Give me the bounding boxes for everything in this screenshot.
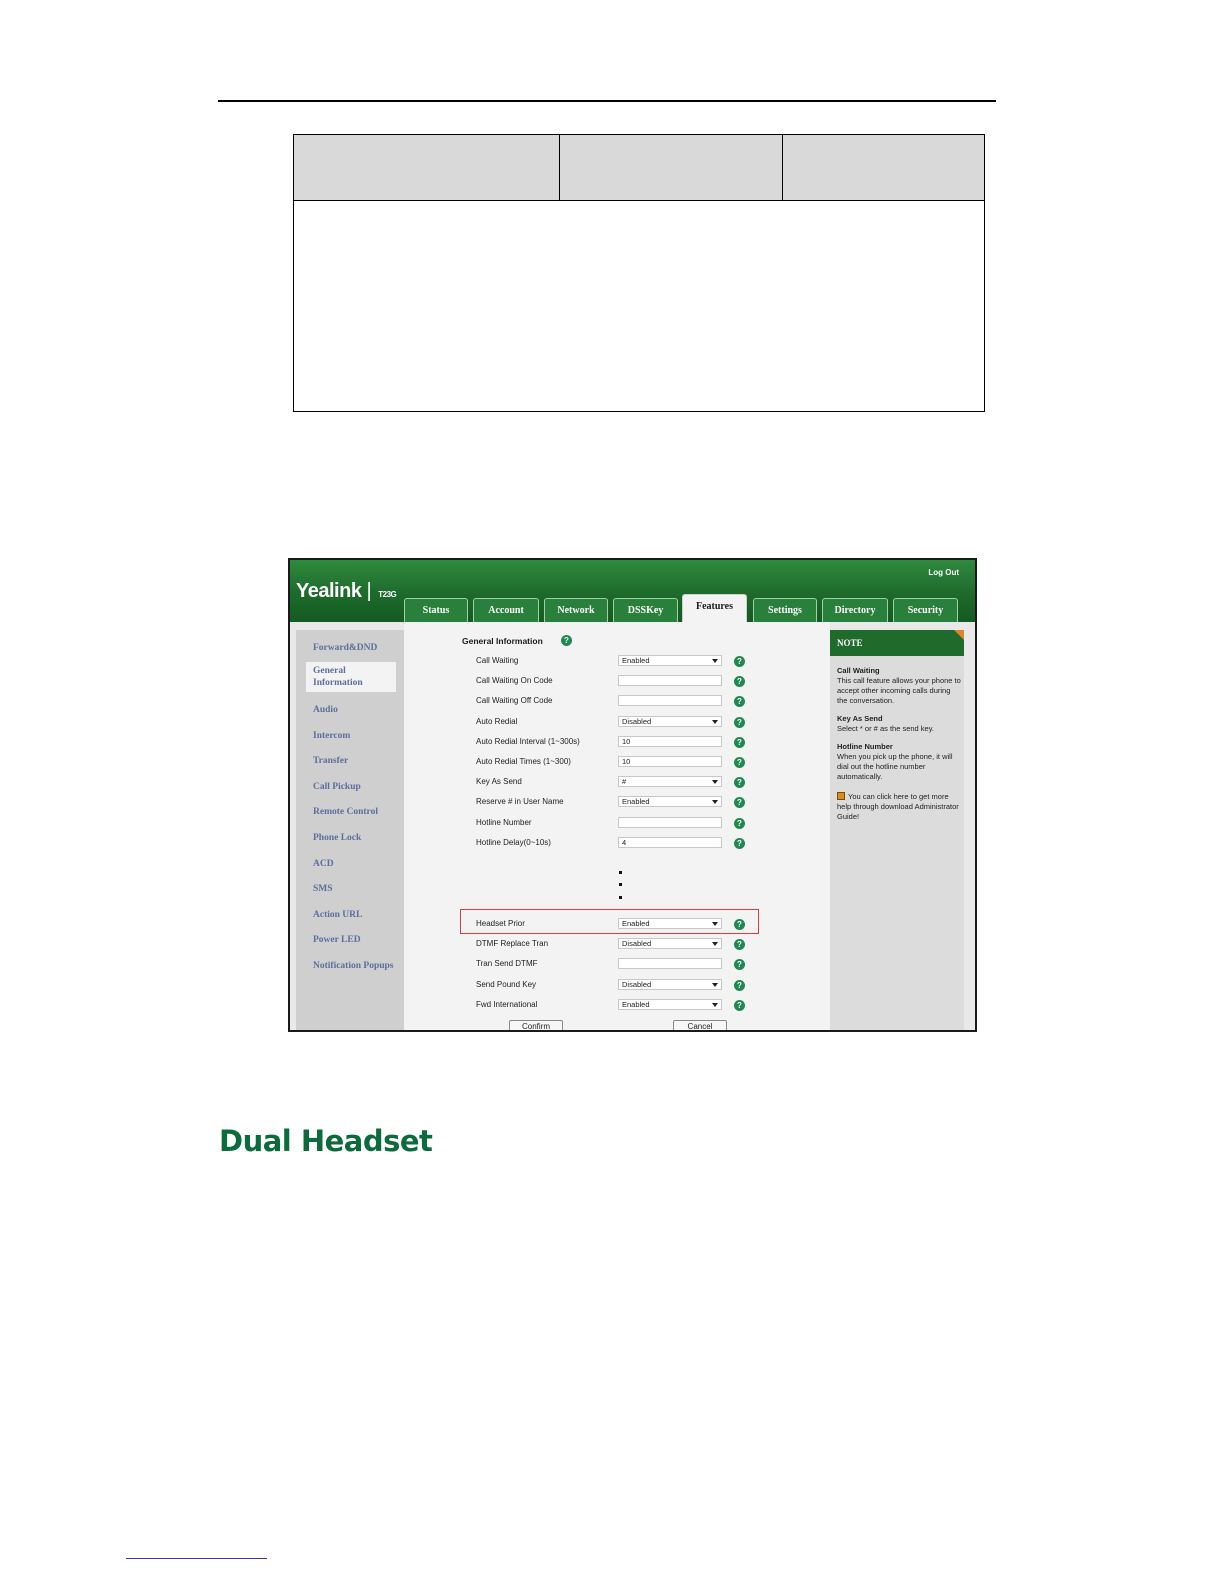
call-waiting-off-code-input[interactable]	[618, 695, 722, 706]
help-icon[interactable]: ?	[734, 818, 745, 829]
header-rule	[218, 100, 996, 102]
help-icon[interactable]: ?	[734, 696, 745, 707]
content-panel	[404, 622, 830, 1032]
tab-network[interactable]: Network	[544, 598, 608, 622]
help-icon[interactable]: ?	[734, 980, 745, 991]
nav-item-intercom[interactable]: Intercom	[313, 731, 351, 741]
note-body	[837, 666, 961, 822]
nav-item-sms[interactable]: SMS	[313, 884, 333, 894]
headset-prior-select[interactable]: Enabled	[618, 918, 722, 929]
help-icon[interactable]: ?	[734, 676, 745, 687]
call-waiting-select[interactable]: Enabled	[618, 655, 722, 666]
model-label: T23G	[378, 590, 397, 599]
nav-item-power-led[interactable]: Power LED	[313, 935, 361, 945]
ellipsis-dot	[619, 883, 622, 886]
chevron-down-icon	[712, 720, 718, 724]
tab-features[interactable]: Features	[682, 594, 747, 622]
column-divider	[559, 135, 560, 200]
tran-send-dtmf-input[interactable]	[618, 958, 722, 969]
chevron-down-icon	[712, 942, 718, 946]
dtmf-replace-tran-label: DTMF Replace Tran	[476, 939, 549, 949]
note-title-key-as-send: Key As Send	[837, 714, 883, 723]
footer-link[interactable]	[126, 1558, 267, 1559]
help-icon[interactable]: ?	[734, 717, 745, 728]
reserve-in-user-name-select[interactable]: Enabled	[618, 796, 722, 807]
fwd-international-label: Fwd International	[476, 999, 538, 1009]
section-title: General Information	[462, 636, 543, 646]
help-icon[interactable]: ?	[734, 959, 745, 970]
call-waiting-label: Call Waiting	[476, 656, 519, 665]
ellipsis-dot	[619, 896, 622, 899]
note-text-hotline-number: When you pick up the phone, it will dial out the hotline number automatically.	[837, 752, 953, 781]
note-corner-icon	[954, 630, 964, 640]
help-icon[interactable]: ?	[734, 656, 745, 667]
confirm-button[interactable]: Confirm	[509, 1020, 563, 1032]
fwd-international-select[interactable]: Enabled	[618, 999, 722, 1010]
hotline-number-input[interactable]	[618, 817, 722, 828]
call-waiting-off-code-label: Call Waiting Off Code	[476, 696, 553, 706]
section-heading: Dual Headset	[219, 1124, 433, 1158]
auto-redial-interval-1-300s-label: Auto Redial Interval (1~300s)	[476, 736, 580, 746]
nav-item-acd[interactable]: ACD	[313, 859, 334, 869]
hotline-delay-0-10s-label: Hotline Delay(0~10s)	[476, 837, 551, 847]
help-icon[interactable]: ?	[734, 757, 745, 768]
help-icon[interactable]: ?	[734, 777, 745, 788]
tab-security[interactable]: Security	[893, 598, 958, 622]
note-text-call-waiting: This call feature allows your phone to accept other incoming calls during the conversation.	[837, 676, 961, 705]
chevron-down-icon	[712, 659, 718, 663]
book-icon	[837, 792, 845, 800]
logout-link[interactable]: Log Out	[928, 568, 959, 577]
key-as-send-select[interactable]: #	[618, 776, 722, 787]
nav-item-notification-popups[interactable]: Notification Popups	[313, 961, 394, 971]
nav-item-call-pickup[interactable]: Call Pickup	[313, 782, 361, 792]
tab-settings[interactable]: Settings	[753, 598, 817, 622]
note-title-hotline-number: Hotline Number	[837, 742, 893, 751]
left-nav	[296, 630, 404, 1032]
help-icon[interactable]: ?	[734, 737, 745, 748]
auto-redial-interval-1-300s-input[interactable]: 10	[618, 736, 722, 747]
nav-item-forward-dnd[interactable]: Forward&DND	[313, 643, 378, 653]
note-title-call-waiting: Call Waiting	[837, 666, 880, 675]
chevron-down-icon	[712, 780, 718, 784]
note-text-key-as-send: Select * or # as the send key.	[837, 724, 934, 733]
call-waiting-on-code-label: Call Waiting On Code	[476, 676, 553, 686]
cancel-button[interactable]: Cancel	[673, 1020, 727, 1032]
nav-item-transfer[interactable]: Transfer	[313, 756, 349, 766]
nav-item-remote-control[interactable]: Remote Control	[313, 807, 378, 817]
nav-item-phone-lock[interactable]: Phone Lock	[313, 833, 362, 843]
chevron-down-icon	[712, 800, 718, 804]
note-help-link[interactable]: You can click here to get more help through download Administrator Guide!	[837, 792, 959, 821]
logo: Yealink | T23G	[296, 580, 397, 602]
help-icon[interactable]: ?	[734, 838, 745, 849]
note-panel	[830, 630, 964, 1032]
help-icon[interactable]: ?	[734, 939, 745, 950]
tab-dsskey[interactable]: DSSKey	[613, 598, 678, 622]
auto-redial-times-1-300-input[interactable]: 10	[618, 756, 722, 767]
dtmf-replace-tran-select[interactable]: Disabled	[618, 938, 722, 949]
hotline-number-label: Hotline Number	[476, 817, 532, 827]
column-divider	[782, 135, 783, 200]
table-header-row	[294, 135, 984, 201]
auto-redial-label: Auto Redial	[476, 716, 518, 726]
ellipsis-dot	[619, 871, 622, 874]
send-pound-key-select[interactable]: Disabled	[618, 979, 722, 990]
tab-status[interactable]: Status	[404, 598, 468, 622]
hotline-delay-0-10s-input[interactable]: 4	[618, 837, 722, 848]
chevron-down-icon	[712, 1003, 718, 1007]
web-ui-screenshot	[288, 558, 977, 1032]
help-icon[interactable]: ?	[734, 919, 745, 930]
send-pound-key-label: Send Pound Key	[476, 979, 537, 989]
headset-prior-label: Headset Prior	[476, 919, 525, 928]
nav-item-audio[interactable]: Audio	[313, 705, 338, 715]
tab-account[interactable]: Account	[473, 598, 539, 622]
help-icon[interactable]: ?	[734, 1000, 745, 1011]
help-icon[interactable]: ?	[561, 635, 572, 646]
reserve-in-user-name-label: Reserve # in User Name	[476, 797, 564, 807]
tran-send-dtmf-label: Tran Send DTMF	[476, 959, 538, 969]
help-icon[interactable]: ?	[734, 797, 745, 808]
key-as-send-label: Key As Send	[476, 777, 522, 787]
auto-redial-times-1-300-label: Auto Redial Times (1~300)	[476, 757, 571, 766]
chevron-down-icon	[712, 922, 718, 926]
note-header: NOTE	[830, 630, 964, 656]
tab-directory[interactable]: Directory	[822, 598, 888, 622]
nav-item-action-url[interactable]: Action URL	[313, 910, 363, 920]
auto-redial-select[interactable]: Disabled	[618, 716, 722, 727]
chevron-down-icon	[712, 983, 718, 987]
call-waiting-on-code-input[interactable]	[618, 675, 722, 686]
parameter-table	[293, 134, 985, 412]
nav-item-general-information[interactable]: General Information	[306, 662, 396, 692]
